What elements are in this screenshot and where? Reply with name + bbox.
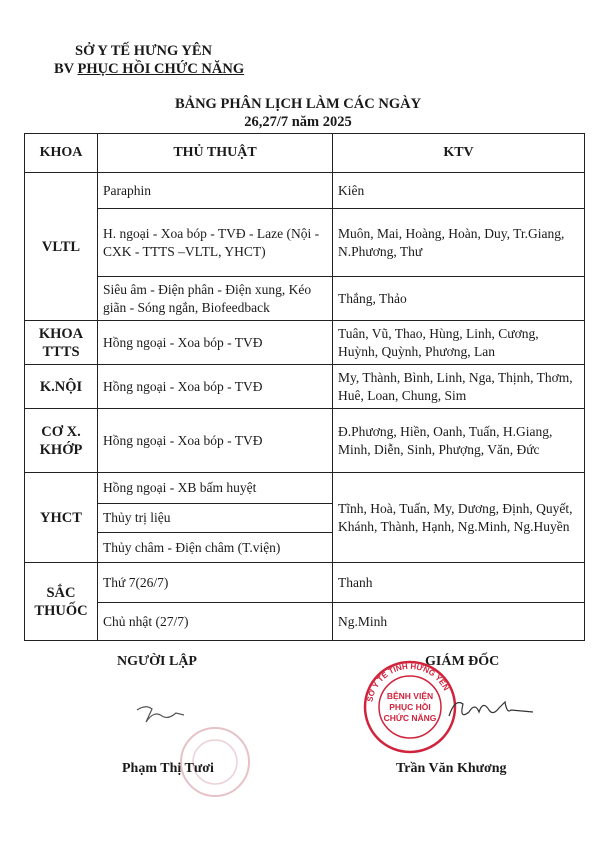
ktv-cell: Thắng, Thảo (333, 277, 585, 321)
table-row (25, 473, 585, 504)
table-row (25, 173, 585, 209)
stamp-line-3: CHỨC NĂNG (383, 713, 437, 723)
col-khoa: KHOA (25, 134, 98, 173)
table-header-row (25, 134, 585, 173)
khoa-cell: VLTL (25, 173, 98, 321)
schedule-table (24, 133, 585, 641)
table-row (25, 277, 585, 321)
org-line-2-prefix: BV (54, 61, 78, 77)
org-line-2 (54, 61, 244, 78)
thu-thuat-cell: Siêu âm - Điện phân - Điện xung, Kéo giãn - Sóng ngắn, Biofeedback (98, 277, 333, 321)
ktv-cell: Đ.Phương, Hiền, Oanh, Tuấn, H.Giang, Minh, Diễn, Sinh, Phượng, Văn, Đức (333, 409, 585, 473)
thu-thuat-cell: Hồng ngoại - Xoa bóp - TVĐ (98, 409, 333, 473)
khoa-cell: YHCT (25, 473, 98, 563)
hospital-stamp (362, 659, 458, 755)
col-ktv: KTV (333, 134, 585, 173)
thu-thuat-cell: H. ngoại - Xoa bóp - TVĐ - Laze (Nội - CXK - TTTS –VLTL, YHCT) (98, 209, 333, 277)
stamp-line-2: PHỤC HỒI (389, 702, 431, 712)
table-row (25, 321, 585, 365)
table-row (25, 409, 585, 473)
faint-stamp-impression (165, 720, 265, 800)
ktv-cell: Ng.Minh (333, 603, 585, 641)
director-title: GIÁM ĐỐC (425, 654, 500, 669)
ktv-cell: My, Thành, Bình, Linh, Nga, Thịnh, Thơm, Huê, Loan, Chung, Sim (333, 365, 585, 409)
table-row (25, 365, 585, 409)
thu-thuat-cell: Hồng ngoại - Xoa bóp - TVĐ (98, 321, 333, 365)
khoa-cell: SẮC THUỐC (25, 563, 98, 641)
director-name: Trần Văn Khương (396, 761, 507, 776)
khoa-cell: K.NỘI (25, 365, 98, 409)
thu-thuat-cell: Thủy châm - Điện châm (T.viện) (98, 533, 333, 563)
document-subtitle: 26,27/7 năm 2025 (244, 114, 352, 130)
thu-thuat-cell: Thủy trị liệu (98, 504, 333, 533)
table-row (25, 563, 585, 603)
director-signature (445, 690, 535, 730)
ktv-cell: Muôn, Mai, Hoàng, Hoàn, Duy, Tr.Giang, N.Phương, Thư (333, 209, 585, 277)
stamp-ring-text: SỞ Y TẾ TỈNH HƯNG YÊN (365, 661, 451, 703)
col-thu-thuat: THỦ THUẬT (98, 134, 333, 173)
thu-thuat-cell: Chủ nhật (27/7) (98, 603, 333, 641)
org-line-1: SỞ Y TẾ HƯNG YÊN (75, 43, 212, 59)
stamp-line-1: BỆNH VIỆN (386, 691, 434, 701)
table-row (25, 603, 585, 641)
ktv-cell: Tuân, Vũ, Thao, Hùng, Linh, Cương, Huỳnh, Quỳnh, Phương, Lan (333, 321, 585, 365)
preparer-name: Phạm Thị Tươi (122, 761, 214, 776)
preparer-title: NGƯỜI LẬP (117, 654, 197, 669)
document-title: BẢNG PHÂN LỊCH LÀM CÁC NGÀY (174, 96, 422, 112)
khoa-cell: KHOA TTTS (25, 321, 98, 365)
thu-thuat-cell: Paraphin (98, 173, 333, 209)
thu-thuat-cell: Hồng ngoại - XB bấm huyệt (98, 473, 333, 504)
ktv-cell: Tĩnh, Hoà, Tuấn, My, Dương, Định, Quyết, Khánh, Thành, Hạnh, Ng.Minh, Ng.Huyền (333, 473, 585, 563)
ktv-cell: Thanh (333, 563, 585, 603)
thu-thuat-cell: Hồng ngoại - Xoa bóp - TVĐ (98, 365, 333, 409)
table-row (25, 209, 585, 277)
khoa-cell: CƠ X. KHỚP (25, 409, 98, 473)
org-line-2-name: PHỤC HỒI CHỨC NĂNG (77, 61, 245, 77)
ktv-cell: Kiên (333, 173, 585, 209)
thu-thuat-cell: Thứ 7(26/7) (98, 563, 333, 603)
